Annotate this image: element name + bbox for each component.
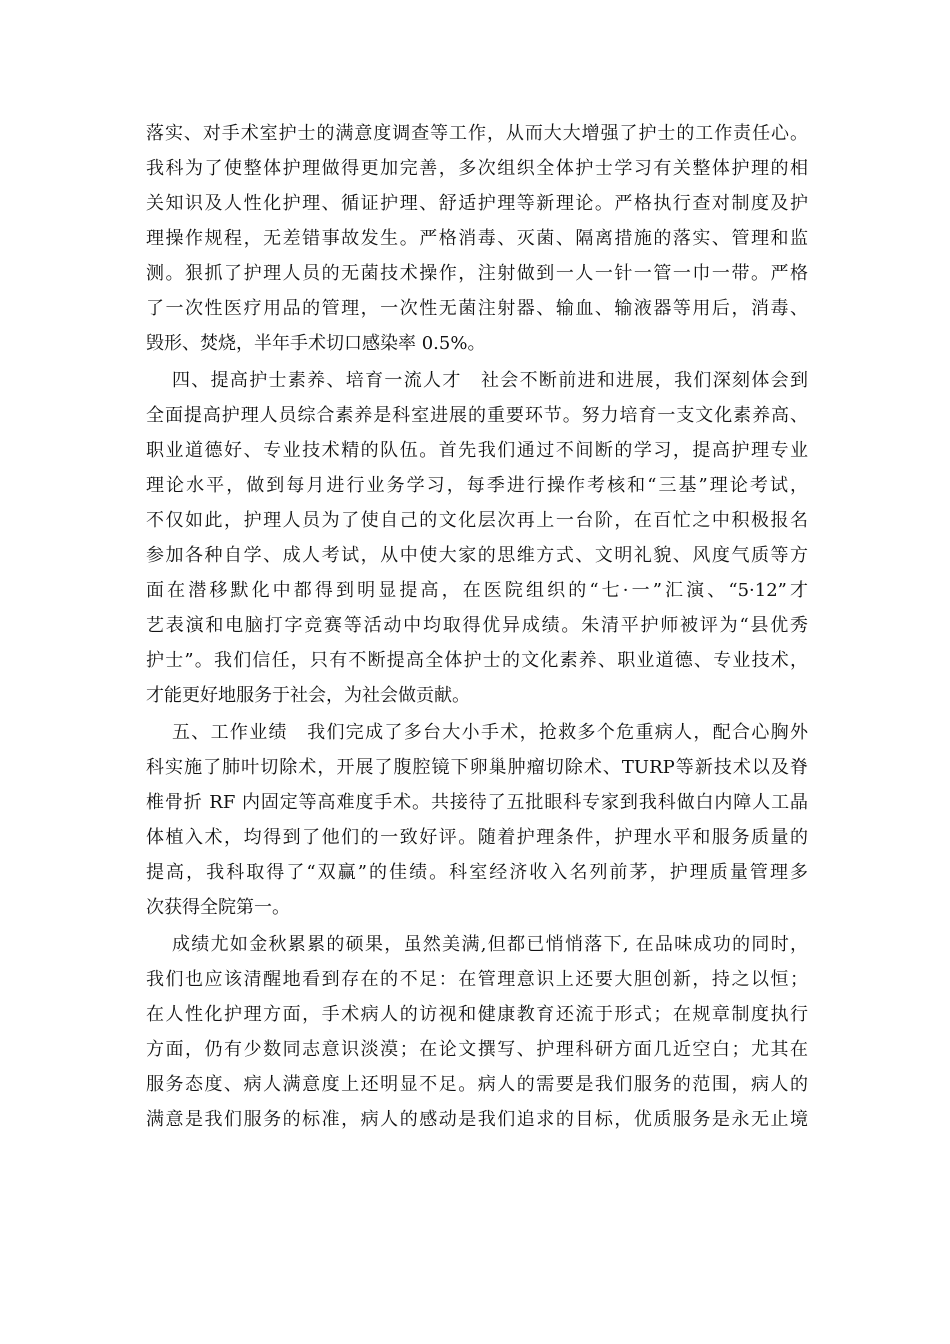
text-line-4: 理操作规程，无差错事故发生。严格消毒、灭菌、隔离措施的落实、管理和监 [146, 228, 808, 249]
text-line-3: 关知识及人性化护理、循证护理、舒适护理等新理论。严格执行查对制度及护 [146, 193, 808, 214]
text-line-1: 落实、对手术室护士的满意度调查等工作，从而大大增强了护士的工作责任心。 [146, 123, 808, 144]
conclusion-paragraph-line: 成绩尤如金秋累累的硕果，虽然美满,但都已悄悄落下, 在品味成功的同时， [172, 934, 808, 955]
text-line-21: 体植入术，均得到了他们的一致好评。随着护理条件，护理水平和服务质量的 [146, 827, 808, 848]
text-line-14: 面在潜移默化中都得到明显提高，在医院组织的“七·一”汇演、“5·12”才 [146, 580, 808, 601]
text-line-7: 毁形、焚烧，半年手术切口感染率 0.5%。 [146, 333, 486, 354]
text-line-6: 了一次性医疗用品的管理，一次性无菌注射器、输血、输液器等用后，消毒、 [146, 298, 808, 319]
text-line-19: 科实施了肺叶切除术，开展了腹腔镜下卵巢肿瘤切除术、TURP等新技术以及脊 [146, 757, 808, 778]
text-line-26: 在人性化护理方面，手术病人的访视和健康教育还流于形式；在规章制度执行 [146, 1004, 808, 1025]
text-line-5: 测。狠抓了护理人员的无菌技术操作，注射做到一人一针一管一巾一带。严格 [146, 263, 808, 284]
text-line-12: 不仅如此，护理人员为了使自己的文化层次再上一台阶，在百忙之中积极报名 [146, 510, 808, 531]
text-line-13: 参加各种自学、成人考试，从中使大家的思维方式、文明礼貌、风度气质等方 [146, 545, 808, 566]
text-line-10: 职业道德好、专业技术精的队伍。首先我们通过不间断的学习，提高护理专业 [146, 440, 808, 461]
text-line-25: 我们也应该清醒地看到存在的不足：在管理意识上还要大胆创新，持之以恒； [146, 969, 808, 990]
text-line-2: 我科为了使整体护理做得更加完善，多次组织全体护士学习有关整体护理的相 [146, 158, 808, 179]
text-line-22: 提高，我科取得了“双赢”的佳绩。科室经济收入名列前茅，护理质量管理多 [146, 862, 808, 883]
section-five-heading-line: 五、工作业绩 我们完成了多台大小手术，抢救多个危重病人，配合心胸外 [172, 722, 808, 743]
section-four-heading-line: 四、提高护士素养、培育一流人才 社会不断前进和进展，我们深刻体会到 [172, 370, 808, 391]
text-line-27: 方面，仍有少数同志意识淡漠；在论文撰写、护理科研方面几近空白；尤其在 [146, 1039, 808, 1060]
text-line-16: 护士”。我们信任，只有不断提高全体护士的文化素养、职业道德、专业技术， [146, 650, 808, 671]
text-line-9: 全面提高护理人员综合素养是科室进展的重要环节。努力培育一支文化素养高、 [146, 405, 808, 426]
text-line-23: 次获得全院第一。 [146, 897, 290, 918]
text-line-11: 理论水平，做到每月进行业务学习，每季进行操作考核和“三基”理论考试， [146, 475, 808, 496]
text-line-15: 艺表演和电脑打字竞赛等活动中均取得优异成绩。朱清平护师被评为“县优秀 [146, 615, 808, 636]
text-line-17: 才能更好地服务于社会，为社会做贡献。 [146, 685, 470, 706]
document-body [146, 116, 808, 1137]
text-line-20: 椎骨折 RF 内固定等高难度手术。共接待了五批眼科专家到我科做白内障人工晶 [146, 792, 808, 813]
text-line-28: 服务态度、病人满意度上还明显不足。病人的需要是我们服务的范围，病人的 [146, 1074, 808, 1095]
text-line-29: 满意是我们服务的标准，病人的感动是我们追求的目标，优质服务是永无止境 [146, 1109, 808, 1130]
